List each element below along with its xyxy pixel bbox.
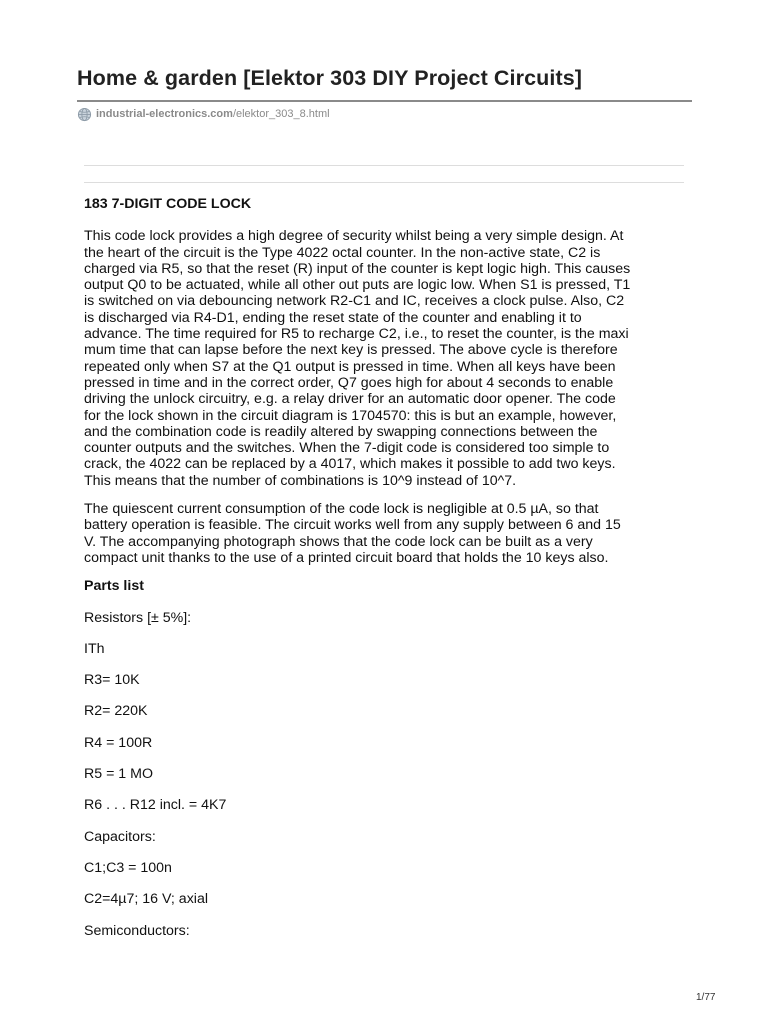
text-line: and the combination code is readily altered by swapping connections between the: [84, 423, 598, 440]
text-line: is switched on via debouncing network R2-C1 and IC, receives a clock pulse. Also, C2: [84, 293, 625, 310]
parts-list-item: R4 = 100R: [84, 734, 153, 751]
parts-list-item: Capacitors:: [84, 828, 156, 845]
text-line: The quiescent current consumption of the code lock is negligible at 0.5 µA, so that: [84, 501, 599, 518]
paragraph-power: [84, 501, 684, 566]
text-line: counter outputs and the switches. When the 7-digit code is considered too simple to: [84, 440, 610, 457]
text-line: battery operation is feasible. The circuit works well from any supply between 6 and 15: [84, 517, 621, 534]
parts-list-heading: Parts list: [84, 578, 144, 595]
text-line: compact unit thanks to the use of a printed circuit board that holds the 10 keys also.: [84, 549, 609, 566]
parts-list-item: C1;C3 = 100n: [84, 859, 172, 876]
text-line: This means that the number of combinations is 10^9 instead of 10^7.: [84, 472, 517, 489]
parts-list-item: R2= 220K: [84, 703, 148, 720]
text-line: V. The accompanying photograph shows that the code lock can be built as a very: [84, 533, 593, 550]
parts-list-item: Semiconductors:: [84, 922, 190, 939]
text-line: for the lock shown in the circuit diagram is 1704570: this is but an example, however,: [84, 407, 617, 424]
text-line: crack, the 4022 can be replaced by a 4017, which makes it possible to add two keys.: [84, 456, 616, 473]
parts-list-item: R5 = 1 MO: [84, 766, 153, 783]
text-line: mum time that can lapse before the next key is pressed. The above cycle is therefore: [84, 342, 618, 359]
title-underline: [77, 100, 692, 102]
text-line: advance. The time required for R5 to recharge C2, i.e., to reset the counter, is the maxi: [84, 326, 629, 343]
divider-bottom: [84, 182, 684, 183]
text-line: the heart of the circuit is the Type 4022 octal counter. In the non-active state, C2 is: [84, 244, 601, 261]
text-line: output Q0 to be actuated, while all other out puts are logic low. When S1 is pressed, T1: [84, 277, 631, 294]
text-line: repeated only when S7 at the Q1 output is pressed in time. When all keys have been: [84, 358, 616, 375]
paragraph-description: [84, 228, 684, 489]
source-domain: industrial-electronics.com: [96, 108, 233, 120]
parts-list-item: R3= 10K: [84, 672, 140, 689]
article-body: [84, 196, 684, 939]
globe-icon: [77, 107, 92, 122]
text-line: driving the unlock circuitry, e.g. a relay driver for an automatic door opener. The code: [84, 391, 616, 408]
page-title: Home & garden [Elektor 303 DIY Project Circuits]: [77, 66, 583, 90]
parts-list-item: R6 . . . R12 incl. = 4K7: [84, 797, 227, 814]
text-line: pressed in time and in the correct order, Q7 goes high for about 4 seconds to enable: [84, 374, 614, 391]
source-path: /elektor_303_8.html: [232, 108, 330, 120]
parts-list: [84, 610, 684, 939]
parts-list-item: ITh: [84, 640, 105, 657]
text-line: charged via R5, so that the reset (R) input of the counter is kept logic high. This causes: [84, 260, 631, 277]
text-line: This code lock provides a high degree of security whilst being a very simple design. At: [84, 228, 624, 245]
section-heading: 183 7-DIGIT CODE LOCK: [84, 196, 252, 212]
divider-top: [84, 165, 684, 166]
text-line: is discharged via R4-D1, ending the reset state of the counter and enabling it to: [84, 309, 582, 326]
parts-list-item: C2=4µ7; 16 V; axial: [84, 891, 208, 908]
source-link[interactable]: [77, 106, 330, 122]
parts-list-item: Resistors [± 5%]:: [84, 609, 192, 626]
page-number: 1/77: [696, 992, 716, 1003]
